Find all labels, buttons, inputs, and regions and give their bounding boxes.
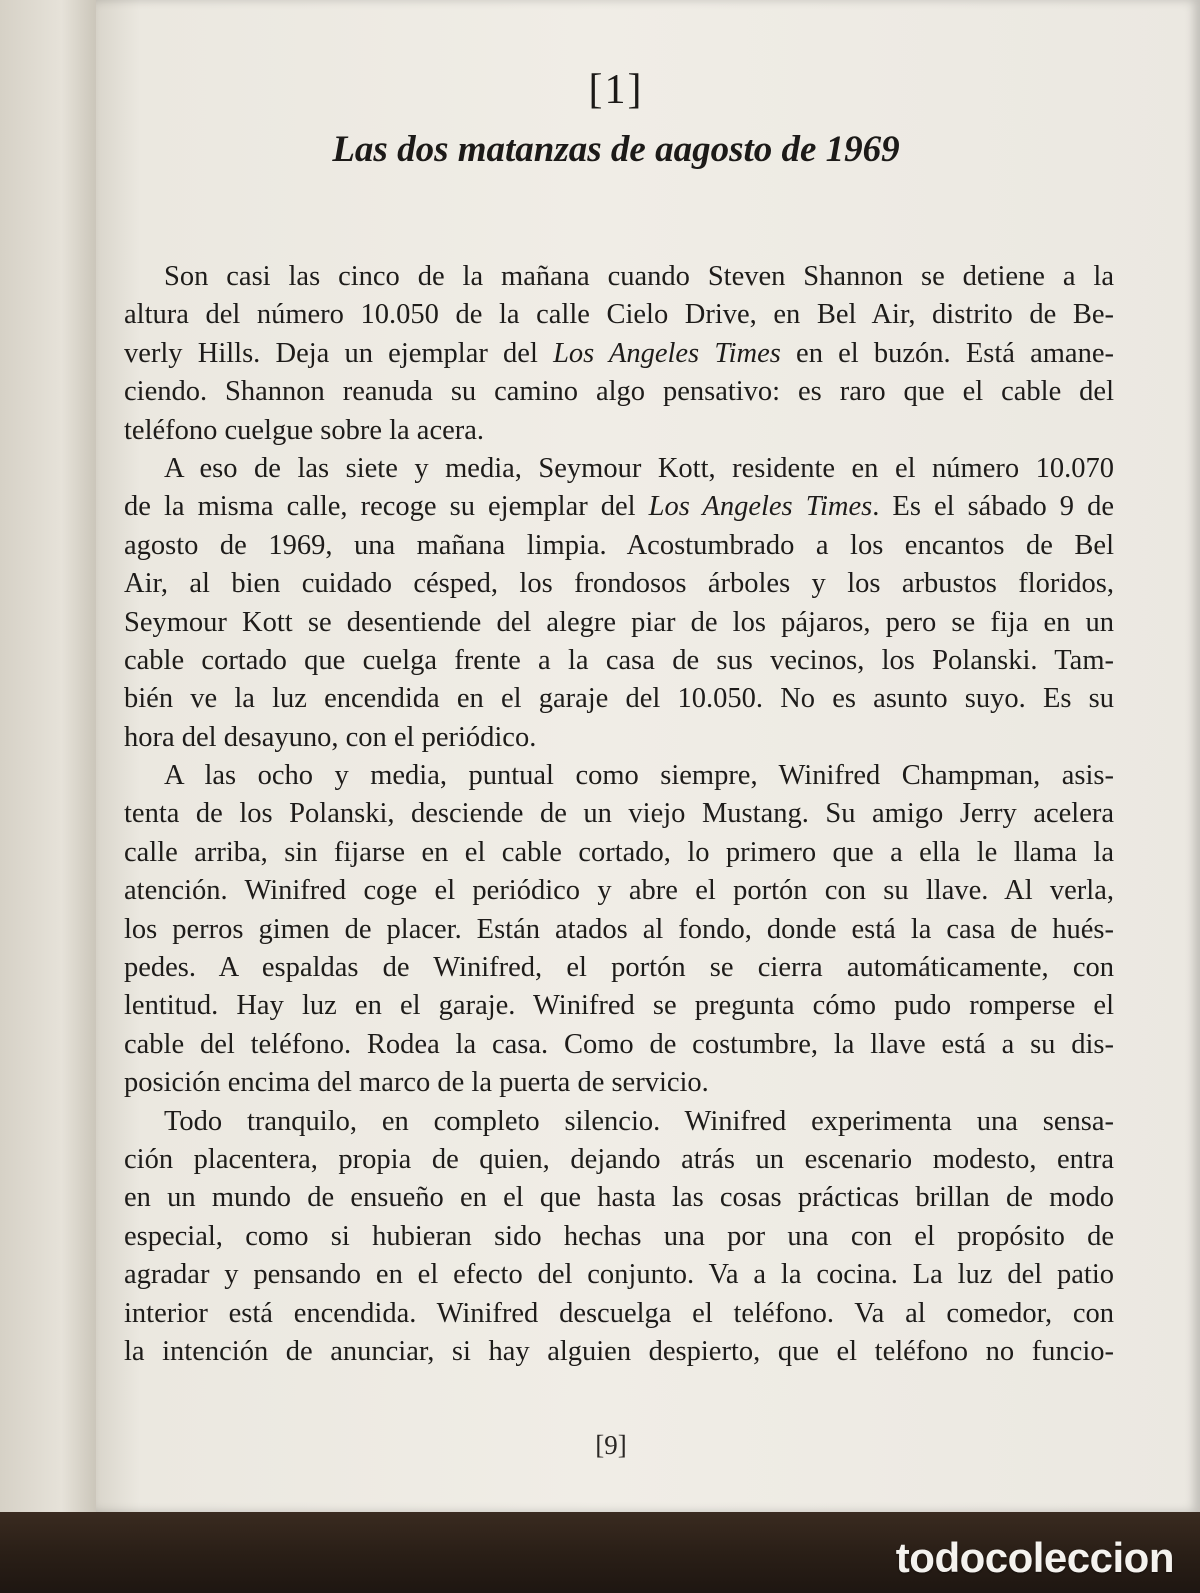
text-line: calle arriba, sin fijarse en el cable cortado, lo primero que a ella le llama la xyxy=(124,836,1114,868)
text-line: Son casi las cinco de la mañana cuando Steven Shannon se detiene a la xyxy=(164,261,1114,292)
text-line: cable cortado que cuelga frente a la casa de sus vecinos, los Polanski. Tam- xyxy=(124,644,1114,676)
text-line: lentitud. Hay luz en el garaje. Winifred se pregunta cómo pudo romperse el xyxy=(124,990,1114,1022)
text-line: teléfono cuelgue sobre la acera. xyxy=(124,414,485,446)
text-line: cable del teléfono. Rodea la casa. Como de costumbre, la llave está a su dis- xyxy=(124,1028,1114,1060)
text-line: tenta de los Polanski, desciende de un viejo Mustang. Su amigo Jerry acelera xyxy=(124,798,1114,830)
text-line: A eso de las siete y media, Seymour Kott, residente en el número 10.070 xyxy=(164,452,1114,484)
text-line: Todo tranquilo, en completo silencio. Winifred experimenta una sensa- xyxy=(164,1105,1114,1137)
text-line: especial, como si hubieran sido hechas una por una con el propósito de xyxy=(124,1220,1114,1252)
text-line: agosto de 1969, una mañana limpia. Acostumbrado a los encantos de Bel xyxy=(124,529,1114,561)
text-line: ciendo. Shannon reanuda su camino algo pensativo: es raro que el cable del xyxy=(124,376,1114,408)
italic-title: Los Angeles Times xyxy=(553,337,781,369)
watermark-logo: todocoleccion xyxy=(895,1534,1174,1581)
text-line: los perros gimen de placer. Están atados al fondo, donde está la casa de hués- xyxy=(124,913,1114,945)
text-line: bién ve la luz encendida en el garaje del 10.050. No es asunto suyo. Es su xyxy=(124,683,1114,715)
text-line: posición encima del marco de la puerta de servicio. xyxy=(124,1067,709,1099)
text-line: hora del desayuno, con el periódico. xyxy=(124,721,537,753)
body-text xyxy=(124,258,1114,1371)
chapter-title: Las dos matanzas de aagosto de 1969 xyxy=(332,129,900,170)
page-number: [9] xyxy=(595,1430,627,1460)
chapter-number: [1] xyxy=(588,67,644,113)
text-line: A las ocho y media, puntual como siempre, Winifred Champman, asis- xyxy=(164,760,1114,792)
text-line: altura del número 10.050 de la calle Cielo Drive, en Bel Air, distrito de Be- xyxy=(124,299,1114,331)
text-line: interior está encendida. Winifred descuelga el teléfono. Va al comedor, con xyxy=(124,1297,1114,1329)
text-line: en un mundo de ensueño en el que hasta las cosas prácticas brillan de modo xyxy=(124,1182,1114,1214)
text-line: agradar y pensando en el efecto del conjunto. Va a la cocina. La luz del patio xyxy=(124,1259,1114,1291)
italic-title: Los Angeles Times xyxy=(648,491,873,523)
text-line: atención. Winifred coge el periódico y abre el portón con su llave. Al verla, xyxy=(124,875,1114,907)
text-line: ción placentera, propia de quien, dejando atrás un escenario modesto, entra xyxy=(124,1143,1114,1175)
text-line: Seymour Kott se desentiende del alegre piar de los pájaros, pero se fija en un xyxy=(124,606,1114,638)
text-line: pedes. A espaldas de Winifred, el portón se cierra automáticamente, con xyxy=(124,952,1114,984)
text-line: de la misma calle, recoge su ejemplar del Los Angeles Times. Es el sábado 9 de xyxy=(124,491,1115,523)
text-line: la intención de anunciar, si hay alguien despierto, que el teléfono no funcio- xyxy=(124,1335,1114,1367)
text-line: Air, al bien cuidado césped, los frondosos árboles y los arbustos floridos, xyxy=(124,568,1114,600)
text-line: verly Hills. Deja un ejemplar del Los Angeles Times en el buzón. Está amane- xyxy=(124,337,1114,369)
